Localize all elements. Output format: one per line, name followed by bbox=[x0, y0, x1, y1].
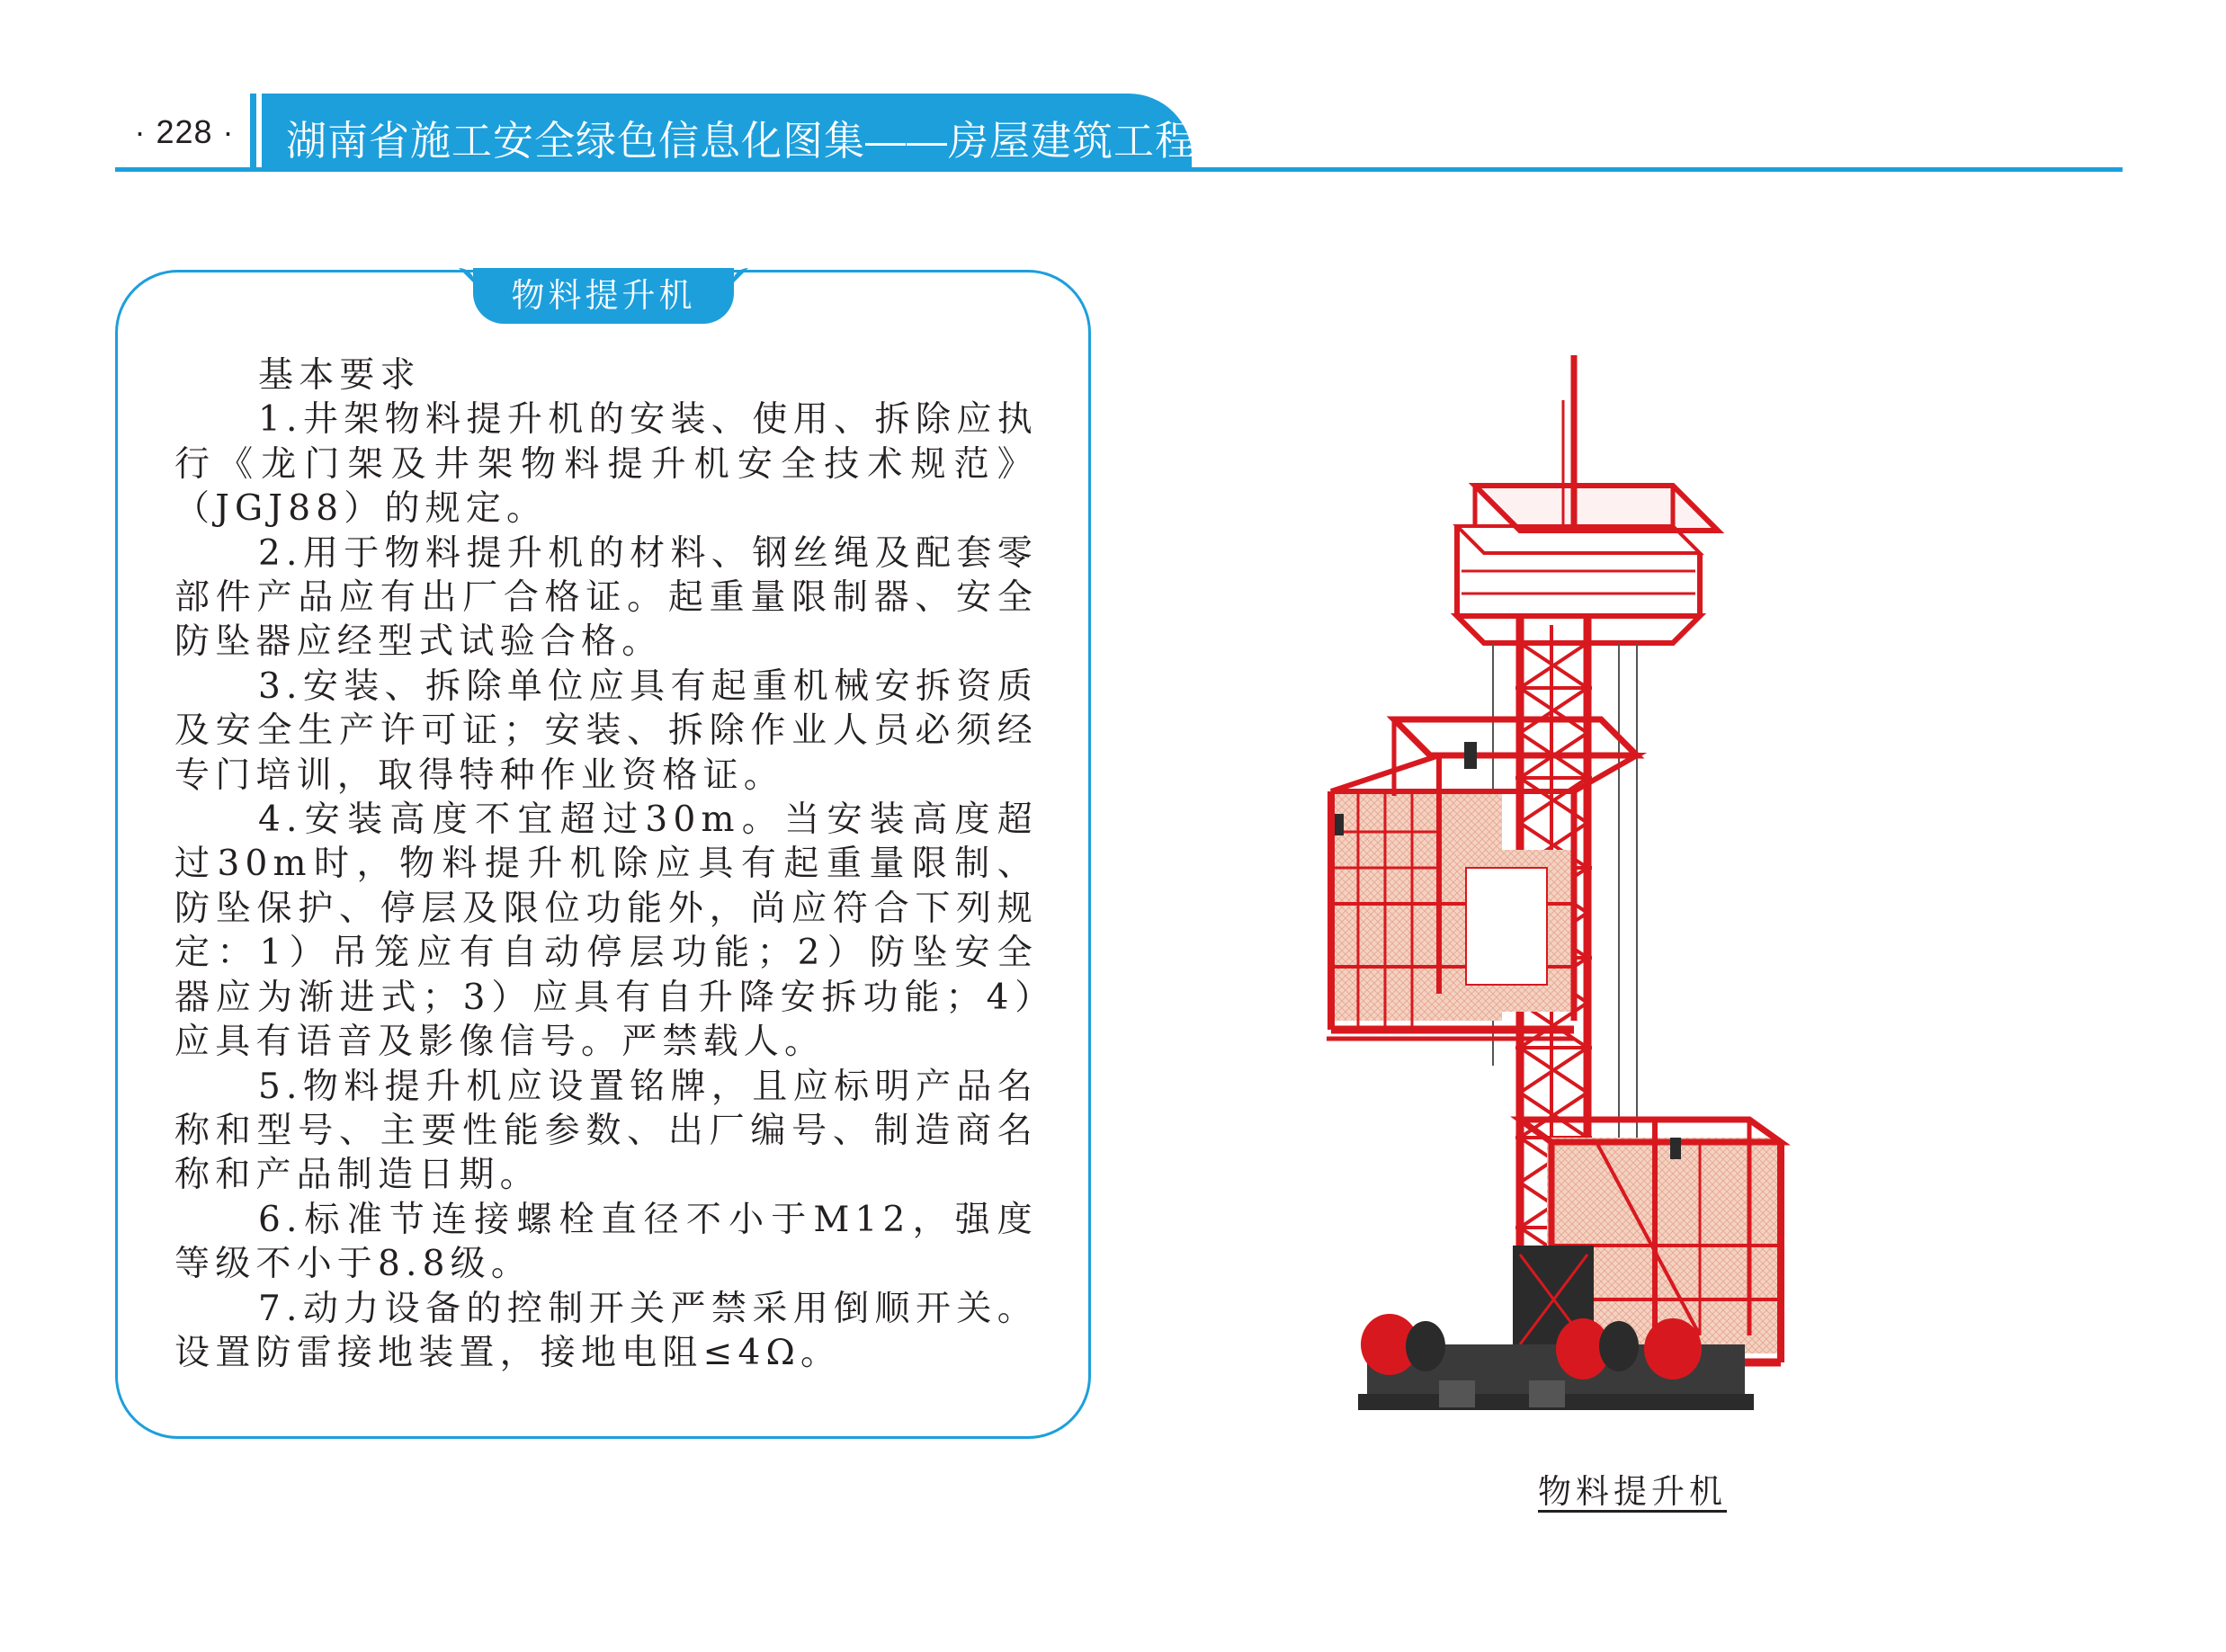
running-title: 湖南省施工安全绿色信息化图集——房屋建筑工程 bbox=[286, 118, 1197, 164]
header-rule bbox=[115, 167, 2123, 172]
requirement-item: 3.安装、拆除单位应具有起重机械安拆资质及安全生产许可证；安装、拆除作业人员必须经专门培训，取得特种作业资格证。 bbox=[174, 665, 1038, 796]
section-tag-label: 物料提升机 bbox=[511, 276, 696, 315]
requirement-item: 7.动力设备的控制开关严禁采用倒顺开关。设置防雷接地装置，接地电阻≤4Ω。 bbox=[174, 1288, 1038, 1373]
figure-caption: 物料提升机 bbox=[1538, 1472, 1727, 1511]
page-number: · 228 · bbox=[134, 113, 235, 150]
requirement-item: 1.井架物料提升机的安装、使用、拆除应执行《龙门架及井架物料提升机安全技术规范》（JGJ88）的规定。 bbox=[174, 399, 1038, 530]
requirement-item: 6.标准节连接螺栓直径不小于M12，强度等级不小于8.8级。 bbox=[174, 1199, 1038, 1285]
requirement-item: 5.物料提升机应设置铭牌，且应标明产品名称和型号、主要性能参数、出厂编号、制造商名称和产品制造日期。 bbox=[174, 1066, 1038, 1196]
requirement-item: 4.安装高度不宜超过30m。当安装高度超过30m时，物料提升机除应具有起重量限制、防坠保护、停层及限位功能外，尚应符合下列规定：1）吊笼应有自动停层功能；2）防坠安全器应为渐进式；3）应具有自升降安拆功能；4）应具有语音及影像信号。严禁载人。 bbox=[174, 799, 1038, 1063]
requirements-text bbox=[174, 353, 1038, 1375]
requirement-item: 2.用于物料提升机的材料、钢丝绳及配套零部件产品应有出厂合格证。起重量限制器、安全防坠器应经型式试验合格。 bbox=[174, 532, 1038, 663]
section-heading: 基本要求 bbox=[258, 355, 421, 396]
header-divider bbox=[250, 94, 256, 168]
material-hoist-illustration bbox=[1277, 346, 2015, 1439]
